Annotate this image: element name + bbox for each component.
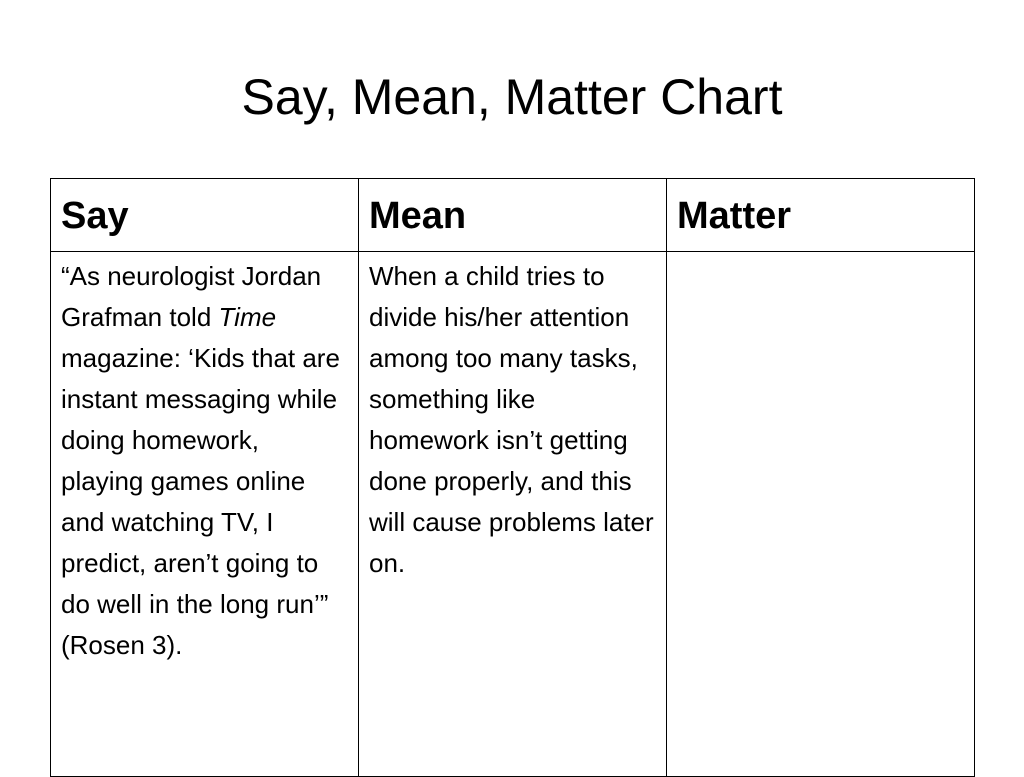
table-row [51,252,975,777]
say-quote-italic-title: Time [218,302,277,332]
cell-mean [359,252,667,777]
mean-text: When a child tries to divide his/her attention among too many tasks, something like homework isn’t getting done properly, and this will cause problems later on. [369,261,654,578]
table-header-row [51,179,975,252]
say-quote-start: “As neurologist Jordan Grafman told [61,261,322,332]
cell-matter [667,252,975,777]
say-quote-rest: magazine: ‘Kids that are instant messaging while doing homework, playing games online and watching TV, I predict, aren’t going to do well in the long run’” (Rosen 3). [61,343,340,660]
header-matter: Matter [667,179,975,252]
cell-say [51,252,359,777]
say-mean-matter-table [50,178,975,777]
slide-title: Say, Mean, Matter Chart [241,69,783,125]
header-say: Say [51,179,359,252]
header-mean: Mean [359,179,667,252]
